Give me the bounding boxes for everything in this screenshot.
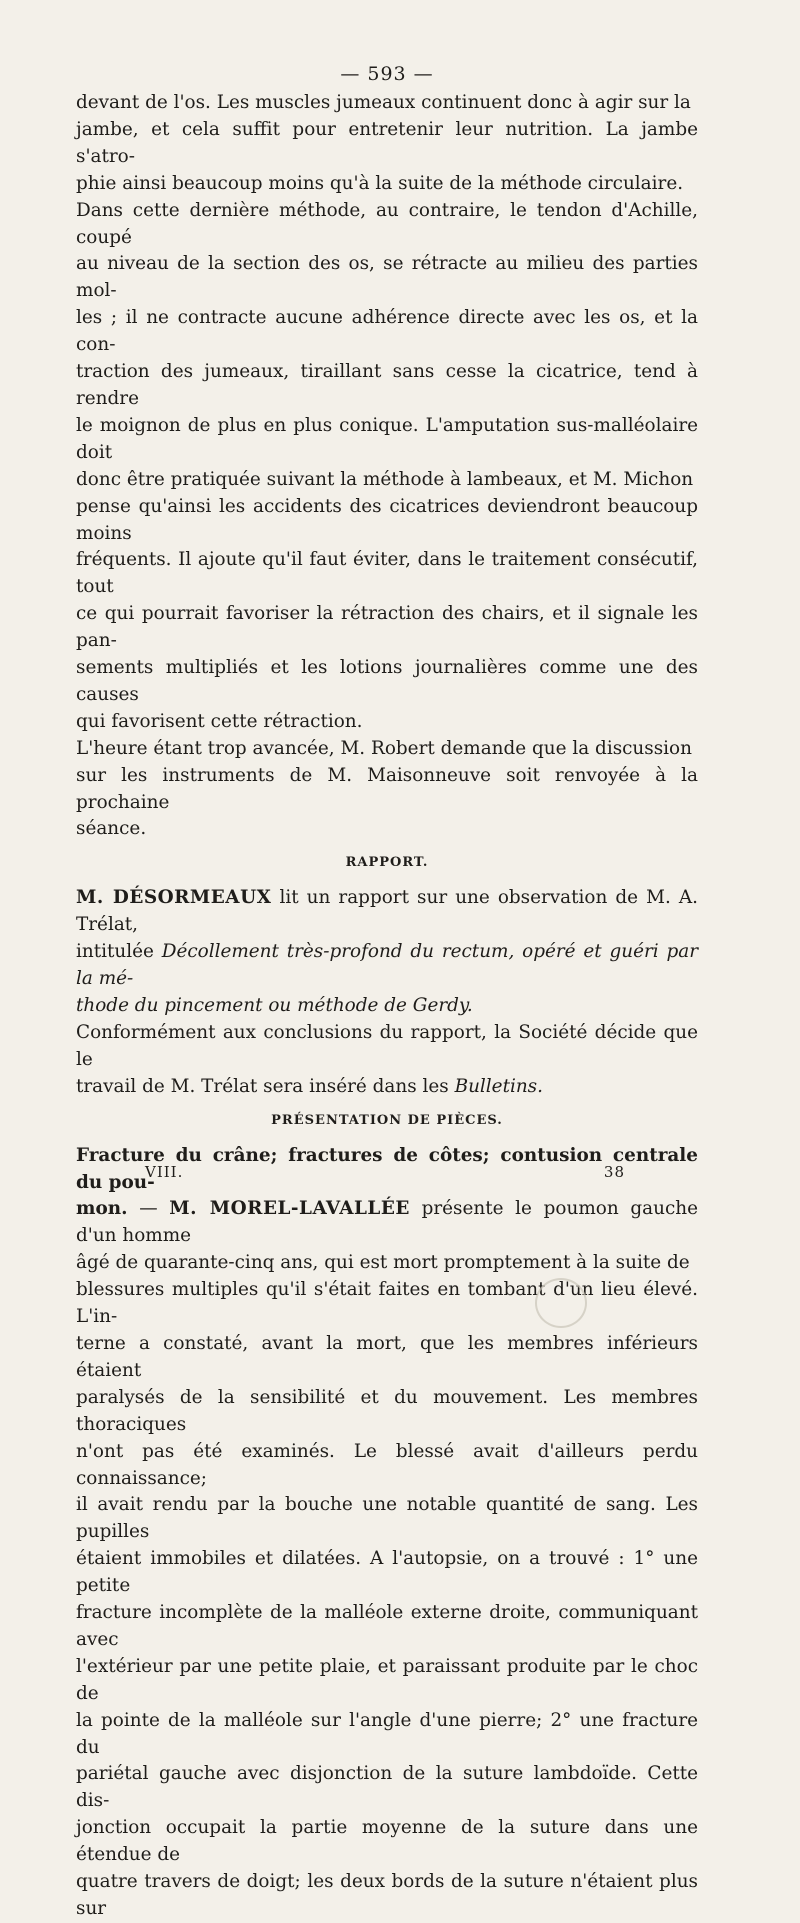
paragraph-2 bbox=[76, 736, 698, 844]
text-line: Dans cette dernière méthode, au contraire, le tendon d'Achille, coupé bbox=[76, 199, 698, 248]
text-line bbox=[76, 939, 698, 993]
presentation-title: PRÉSENTATION DE PIÈCES. bbox=[271, 1112, 503, 1128]
bulletins-italic: Bulletins. bbox=[454, 1075, 543, 1097]
text-line: fracture incomplète de la malléole externe droite, communiquant avec bbox=[76, 1602, 698, 1650]
text-line: l'extérieur par une petite plaie, et paraissant produite par le choc de bbox=[76, 1655, 698, 1704]
text-line: paralysés de la sensibilité et du mouvement. Les membres thoraciques bbox=[76, 1386, 698, 1435]
case-heading-end: mon. bbox=[76, 1198, 128, 1220]
text-line: sements multipliés et les lotions journalières comme une des causes bbox=[76, 657, 698, 705]
text-line: fréquents. Il ajoute qu'il faut éviter, dans le traitement consécutif, tout bbox=[76, 549, 698, 598]
text-line: étaient immobiles et dilatées. A l'autopsie, on a trouvé : 1° une petite bbox=[76, 1548, 698, 1597]
text-line: jambe, et cela suffit pour entretenir leur nutrition. La jambe s'atro- bbox=[76, 118, 698, 167]
text-line: terne a constaté, avant la mort, que les membres inférieurs étaient bbox=[76, 1332, 698, 1381]
text-line: séance. bbox=[76, 818, 147, 840]
text-line: les ; il ne contracte aucune adhérence directe avec les os, et la con- bbox=[76, 307, 698, 356]
text-line bbox=[76, 885, 698, 939]
text-line: qui favorisent cette rétraction. bbox=[76, 710, 363, 732]
paragraph-1 bbox=[76, 90, 698, 736]
presentation-paragraph bbox=[76, 1143, 698, 1923]
text-line: n'ont pas été examinés. Le blessé avait d'ailleurs perdu connaissance; bbox=[76, 1440, 698, 1489]
text-fragment: lit un rapport sur une observation de M. A. Trélat, bbox=[76, 887, 698, 936]
text-line: traction des jumeaux, tiraillant sans cesse la cicatrice, tend à rendre bbox=[76, 361, 698, 409]
text-line: sur les instruments de M. Maisonneuve soit renvoyée à la prochaine bbox=[76, 764, 698, 813]
signature-mark: VIII. bbox=[145, 1163, 184, 1181]
text-line: la pointe de la malléole sur l'angle d'une pierre; 2° une fracture du bbox=[76, 1709, 698, 1758]
text-line: pense qu'ainsi les accidents des cicatrices deviendront beaucoup moins bbox=[76, 495, 698, 544]
text-line: jonction occupait la partie moyenne de la suture dans une étendue de bbox=[76, 1817, 698, 1866]
text-line: devant de l'os. Les muscles jumeaux continuent donc à agir sur la bbox=[76, 92, 691, 113]
library-stamp-mark bbox=[535, 1278, 587, 1328]
text-line bbox=[76, 1196, 698, 1250]
text-line: donc être pratiquée suivant la méthode à lambeaux, et M. Michon bbox=[76, 468, 694, 490]
text-fragment: intitulée bbox=[76, 941, 162, 963]
sheet-number: 38 bbox=[603, 1163, 625, 1181]
text-line: au niveau de la section des os, se rétracte au milieu des parties mol- bbox=[76, 253, 698, 302]
text-line: L'heure étant trop avancée, M. Robert demande que la discussion bbox=[76, 737, 692, 759]
speaker-name: M. MOREL-LAVALLÉE bbox=[169, 1198, 410, 1220]
report-title-italic: thode du pincement ou méthode de Gerdy. bbox=[76, 995, 473, 1016]
text-fragment: travail de M. Trélat sera inséré dans les bbox=[76, 1075, 455, 1097]
text-line: ce qui pourrait favoriser la rétraction des chairs, et il signale les pan- bbox=[76, 603, 698, 652]
text-fragment: présente le poumon gauche d'un homme bbox=[76, 1198, 698, 1247]
speaker-name: M. DÉSORMEAUX bbox=[76, 887, 272, 909]
text-line: âgé de quarante-cinq ans, qui est mort promptement à la suite de bbox=[76, 1252, 690, 1274]
text-line: quatre travers de doigt; les deux bords de la suture n'étaient plus sur bbox=[76, 1871, 698, 1919]
text-line: pariétal gauche avec disjonction de la suture lambdoïde. Cette dis- bbox=[76, 1763, 698, 1812]
text-line: phie ainsi beaucoup moins qu'à la suite de la méthode circulaire. bbox=[76, 172, 684, 194]
page-number-header: — 593 — bbox=[340, 63, 434, 85]
text-line bbox=[76, 1074, 698, 1101]
page-body bbox=[76, 62, 698, 1923]
report-title-italic: Décollement très-profond du rectum, opéré et guéri par la mé- bbox=[76, 941, 698, 990]
text-line: il avait rendu par la bouche une notable quantité de sang. Les pupilles bbox=[76, 1494, 698, 1543]
rapport-paragraph bbox=[76, 885, 698, 1100]
case-heading: Fracture du crâne; fractures de côtes; contusion centrale du pou- bbox=[76, 1144, 698, 1193]
text-line: Conformément aux conclusions du rapport, la Société décide que le bbox=[76, 1021, 698, 1070]
text-line: blessures multiples qu'il s'était faites en tombant d'un lieu élevé. L'in- bbox=[76, 1279, 698, 1328]
text-line: le moignon de plus en plus conique. L'amputation sus-malléolaire doit bbox=[76, 414, 698, 463]
rapport-title: RAPPORT. bbox=[345, 855, 429, 871]
dash: — bbox=[127, 1198, 170, 1220]
